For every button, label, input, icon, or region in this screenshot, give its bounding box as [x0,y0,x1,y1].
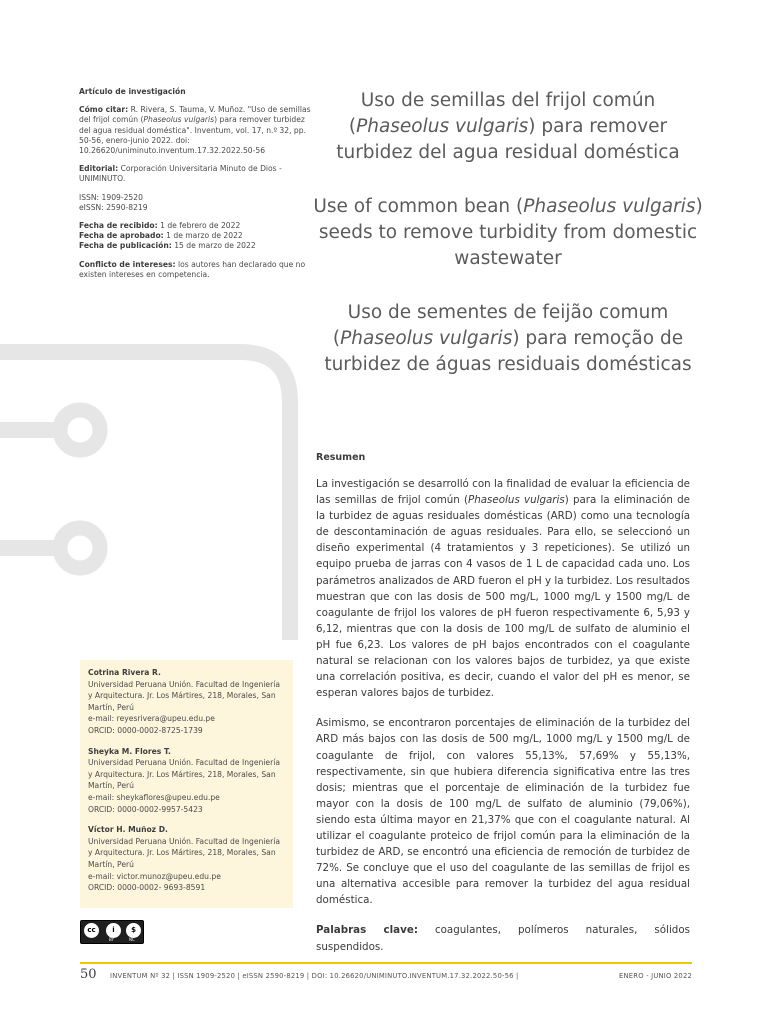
author-orcid: ORCID: 0000-0002-8725-1739 [88,725,203,735]
keywords: Palabras clave: coagulantes, polímeros naturales, sólidos suspendidos. [316,924,691,953]
author-email[interactable]: e-mail: reyesrivera@upeu.edu.pe [88,714,215,724]
author-affiliation: Universidad Peruana Unión. Facultad de Ingeniería y Arquitectura. Jr. Los Mártires, 218, Morales, San Martín, Perú [88,836,280,869]
authors-box [80,660,293,908]
conflict-of-interest: Conflicto de intereses: los autores han declarado que no existen intereses en competencia. [79,259,306,279]
abstract-heading: Resumen [316,452,366,463]
author-entry [88,824,285,894]
page-number: 50 [80,967,97,982]
footer-divider [80,962,692,964]
noncommercial-icon: $ [126,923,141,938]
person-icon: i [106,923,121,938]
author-name: Víctor H. Muñoz D. [88,825,168,835]
abstract-paragraph-1: La investigación se desarrolló con la finalidad de evaluar la eficiencia de las semillas de frijol común (Phaseolus vulgaris) para la eliminación de la turbidez de aguas residuales domésticas (ARD) como una tecnología de descontaminación de aguas residuales. Para ello, se seleccionó un diseño experimental (4 tratamientos y 3 repeticiones). Se utilizó un equipo prueba de jarras con 4 vasos de 1 L de capacidad cada uno. Los parámetros analizados de ARD fueron el pH y la turbidez. Los resultados muestran que con las dosis de 500 mg/L, 1000 mg/L y 1500 mg/L de coagulante de frijol los valores de pH fueron respectivamente 6, 5,93 y 6,12, mientras que con la dosis de 100 mg/L de sulfato de aluminio el pH fue 6,23. Los valores de pH bajos encontrados con el coagulante natural se relacionan con los valores bajos de turbidez, ya que existe una correlación positiva, es decir, cuando el valor del pH es menor, se esperan valores bajos de turbidez. [316,478,690,700]
dates-block: Fecha de recibido: 1 de febrero de 2022 Fecha de aprobado: 1 de marzo de 2022 Fecha de publicación: 15 de marzo de 2022 [79,221,256,251]
author-orcid: ORCID: 0000-0002-9957-5423 [88,804,203,814]
title-english: Use of common bean (Phaseolus vulgaris) seeds to remove turbidity from domestic wastewater [313,196,703,269]
author-entry [88,746,285,816]
creative-commons-license-badge[interactable] [80,920,144,944]
editorial: Editorial: Corporación Universitaria Minuto de Dios - UNIMINUTO. [79,164,282,184]
author-email[interactable]: e-mail: sheykaflores@upeu.edu.pe [88,792,220,802]
by-label: BY [109,937,114,942]
author-affiliation: Universidad Peruana Unión. Facultad de Ingeniería y Arquitectura. Jr. Los Mártires, 218, Morales, San Martín, Perú [88,758,280,791]
abstract-paragraph-2: Asimismo, se encontraron porcentajes de eliminación de la turbidez del ARD más bajos con las dosis de 500 mg/L, 1000 mg/L y 1500 mg/L de coagulante de frijol, con valores 55,13%, 57,69% y 55,13%, respectivamente, sin que hubiera diferencia significativa entre las tres dosis; mientras que el porcentaje de eliminación de la turbidez fue mayor con la dosis de 100 mg/L de sulfato de aluminio (79,06%), siendo esta última mayor en 21,37% que con el coagulante natural. Al utilizar el coagulante proteico de frijol común para la eliminación de la turbidez de ARD, se encontró una eficiencia de remoción de turbidez de 72%. Se concluye que el uso del coagulante de las semillas de frijol es una alternativa accesible para remover la turbidez del agua residual doméstica. [316,717,690,907]
author-name: Sheyka M. Flores T. [88,746,171,756]
title-spanish: Uso de semillas del frijol común (Phaseolus vulgaris) para remover turbidez del agua residual doméstica [336,90,680,163]
issn-block: ISSN: 1909-2520 eISSN: 2590-8219 [79,192,148,212]
nc-label: NC [129,937,135,942]
cc-icon: cc [84,923,99,938]
journal-reference: INVENTUM Nº 32 | ISSN 1909-2520 | eISSN 2590-8219 | DOI: 10.26620/UNIMINUTO.INVENTUM.17.32.2022.50-56 | [110,972,519,980]
author-affiliation: Universidad Peruana Unión. Facultad de Ingeniería y Arquitectura. Jr. Los Mártires, 218, Morales, San Martín, Perú [88,679,280,712]
article-type: Artículo de investigación [79,87,186,96]
how-to-cite: Cómo citar: R. Rivera, S. Tauma, V. Muñoz. "Uso de semillas del frijol común (Phaseolus vulgaris) para remover turbidez del agua residual doméstica". Inventum, vol. 17, n.º 32, pp. 50-56, enero-junio 2022. doi: 10.26620/uniminuto.inventum.17.32.2022.50-56 [79,105,311,156]
page-footer [80,967,692,986]
author-orcid: ORCID: 0000-0002- 9693-8591 [88,883,206,893]
abstract-body [316,476,690,969]
author-email[interactable]: e-mail: victor.munoz@upeu.edu.pe [88,871,221,881]
issue-date: ENERO - JUNIO 2022 [619,972,692,980]
article-metadata [79,87,311,288]
title-portuguese: Uso de sementes de feijão comum (Phaseolus vulgaris) para remoção de turbidez de águas residuais domésticas [324,302,692,375]
author-entry [88,667,285,737]
author-name: Cotrina Rivera R. [88,668,161,677]
